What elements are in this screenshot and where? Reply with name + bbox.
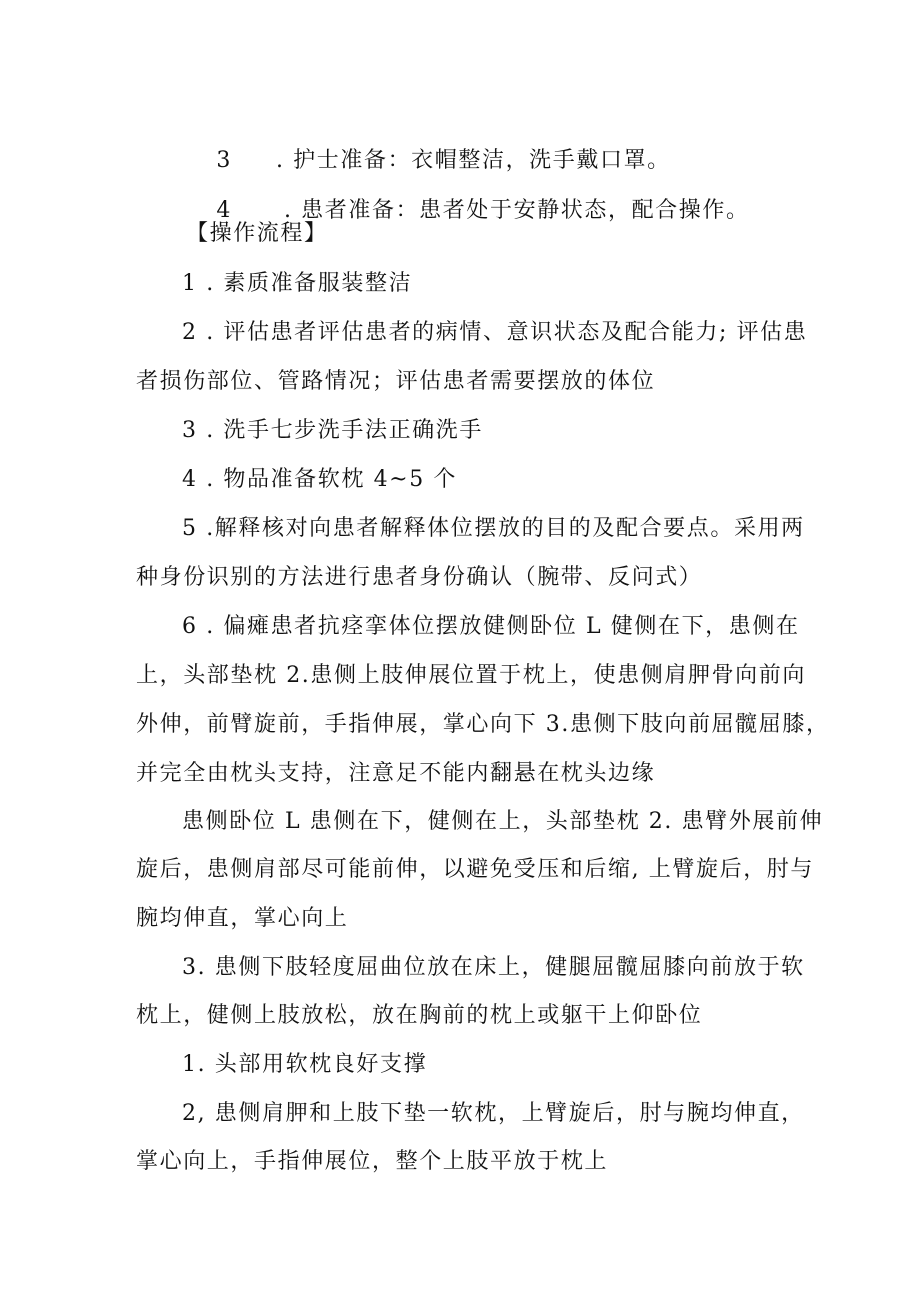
step-5-line-2: 种身份识别的方法进行患者身份确认（腕带、反问式） [136, 565, 703, 590]
item-4-number: 4 [216, 198, 232, 223]
step-2-line-2: 者损伤部位、管路情况；评估患者需要摆放的体位 [136, 369, 656, 394]
step-6-line-1: 6 . 偏瘫患者抗痉挛体位摆放健侧卧位 L 健侧在下，患侧在 [182, 614, 800, 639]
paragraph-7-line-3: 腕均伸直，掌心向上 [136, 906, 349, 931]
step-6-line-4: 并完全由枕头支持，注意足不能内翻悬在枕头边缘 [136, 761, 656, 786]
paragraph-10-line-1: 2, 患侧肩胛和上肢下垫一软枕，上臂旋后，肘与腕均伸直， [182, 1101, 805, 1126]
step-6-line-2: 上，头部垫枕 2.患侧上肢伸展位置于枕上，使患侧肩胛骨向前向 [136, 663, 806, 688]
paragraph-7-line-1: 患侧卧位 L 患侧在下，健侧在上，头部垫枕 2. 患臂外展前伸 [182, 809, 824, 834]
step-4: 4 . 物品准备软枕 4~5 个 [182, 467, 457, 492]
step-5-line-1: 5 .解释核对向患者解释体位摆放的目的及配合要点。采用两 [182, 516, 805, 541]
item-3-number: 3 [216, 148, 232, 173]
item-4-text: . 患者准备：患者处于安静状态，配合操作。 [283, 198, 750, 223]
paragraph-8-line-2: 枕上，健侧上肢放松，放在胸前的枕上或躯干上仰卧位 [136, 1003, 703, 1028]
paragraph-8-line-1: 3. 患侧下肢轻度屈曲位放在床上，健腿屈髋屈膝向前放于软 [182, 955, 805, 980]
step-6-line-3: 外伸，前臂旋前，手指伸展，掌心向下 3.患侧下肢向前屈髋屈膝， [136, 712, 830, 737]
item-3-text: . 护士准备：衣帽整洁，洗手戴口罩。 [275, 148, 671, 173]
paragraph-7-line-2: 旋后，患侧肩部尽可能前伸，以避免受压和后缩, 上臂旋后，肘与 [136, 857, 814, 882]
paragraph-9: 1. 头部用软枕良好支撑 [182, 1052, 428, 1077]
step-1: 1 . 素质准备服装整洁 [182, 271, 413, 296]
paragraph-10-line-2: 掌心向上，手指伸展位，整个上肢平放于枕上 [136, 1149, 609, 1174]
step-2-line-1: 2 . 评估患者评估患者的病情、意识状态及配合能力; 评估患 [182, 320, 808, 345]
step-3: 3 . 洗手七步洗手法正确洗手 [182, 418, 483, 443]
section-title: 【操作流程】 [186, 221, 328, 246]
